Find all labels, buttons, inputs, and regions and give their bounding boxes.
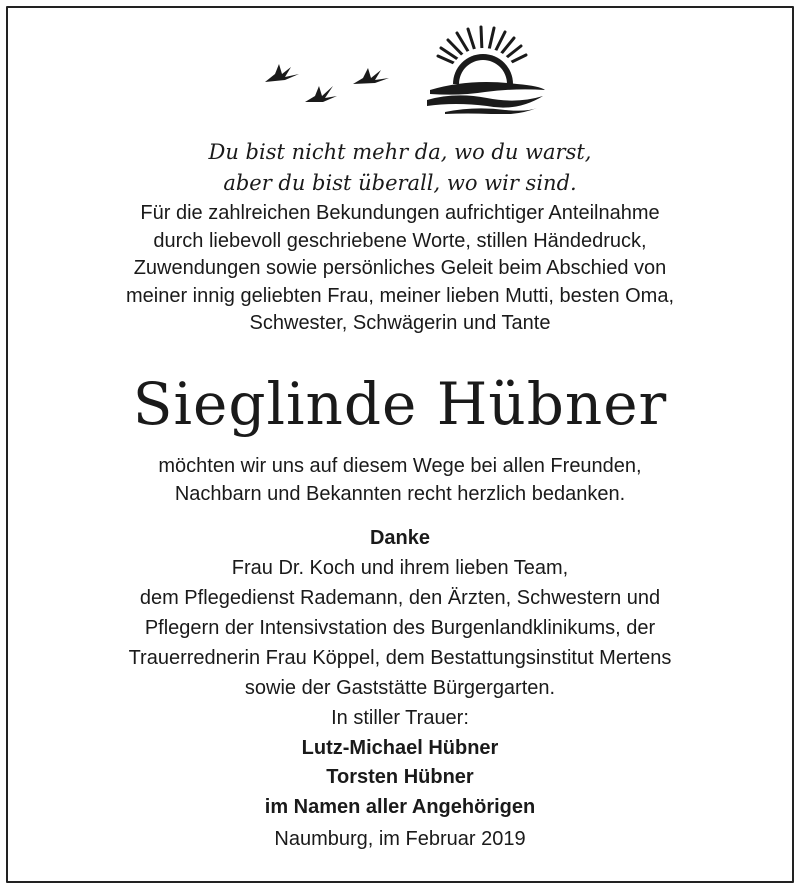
thanks-line: Nachbarn und Bekannten recht herzlich bedanken. xyxy=(174,483,626,505)
motto xyxy=(10,137,790,199)
intro-text xyxy=(10,200,790,338)
mourning-section xyxy=(10,704,790,822)
intro-line: Zuwendungen sowie persönliches Geleit beim Abschied von xyxy=(133,257,667,279)
motto-line: Du bist nicht mehr da, wo du warst, xyxy=(208,140,592,164)
intro-line: durch liebevoll geschriebene Worte, stillen Händedruck, xyxy=(153,229,647,252)
intro-line: Für die zahlreichen Bekundungen aufrichtiger Anteilnahme xyxy=(140,202,660,224)
birds-sunrise-icon xyxy=(255,24,545,114)
danke-line: Trauerrednerin Frau Köppel, dem Bestattungsinstitut Mertens xyxy=(128,647,672,669)
mourner-name: Lutz-Michael Hübner xyxy=(301,736,499,759)
mourning-intro: In stiller Trauer: xyxy=(331,707,469,729)
intro-line: meiner innig geliebten Frau, meiner lieben Mutti, besten Oma, xyxy=(125,284,675,307)
danke-line: sowie der Gaststätte Bürgergarten. xyxy=(244,677,556,699)
danke-heading: Danke xyxy=(369,527,431,549)
motto-line: aber du bist überall, wo wir sind. xyxy=(223,171,577,195)
mourner-name: Torsten Hübner xyxy=(326,766,474,788)
deceased-name: Sieglinde Hübner xyxy=(132,370,668,438)
place-date: Naumburg, im Februar 2019 xyxy=(274,828,526,850)
danke-line: Pflegern der Intensivstation des Burgenlandklinikums, der xyxy=(144,617,656,639)
intro-line: Schwester, Schwägerin und Tante xyxy=(249,312,551,334)
mourner-name: im Namen aller Angehörigen xyxy=(264,795,536,818)
thanks-text xyxy=(10,452,790,508)
thanks-line: möchten wir uns auf diesem Wege bei allen Freunden, xyxy=(158,455,642,477)
danke-line: Frau Dr. Koch und ihrem lieben Team, xyxy=(231,557,569,579)
danke-section xyxy=(10,523,790,703)
danke-line: dem Pflegedienst Rademann, den Ärzten, Schwestern und xyxy=(139,587,661,609)
